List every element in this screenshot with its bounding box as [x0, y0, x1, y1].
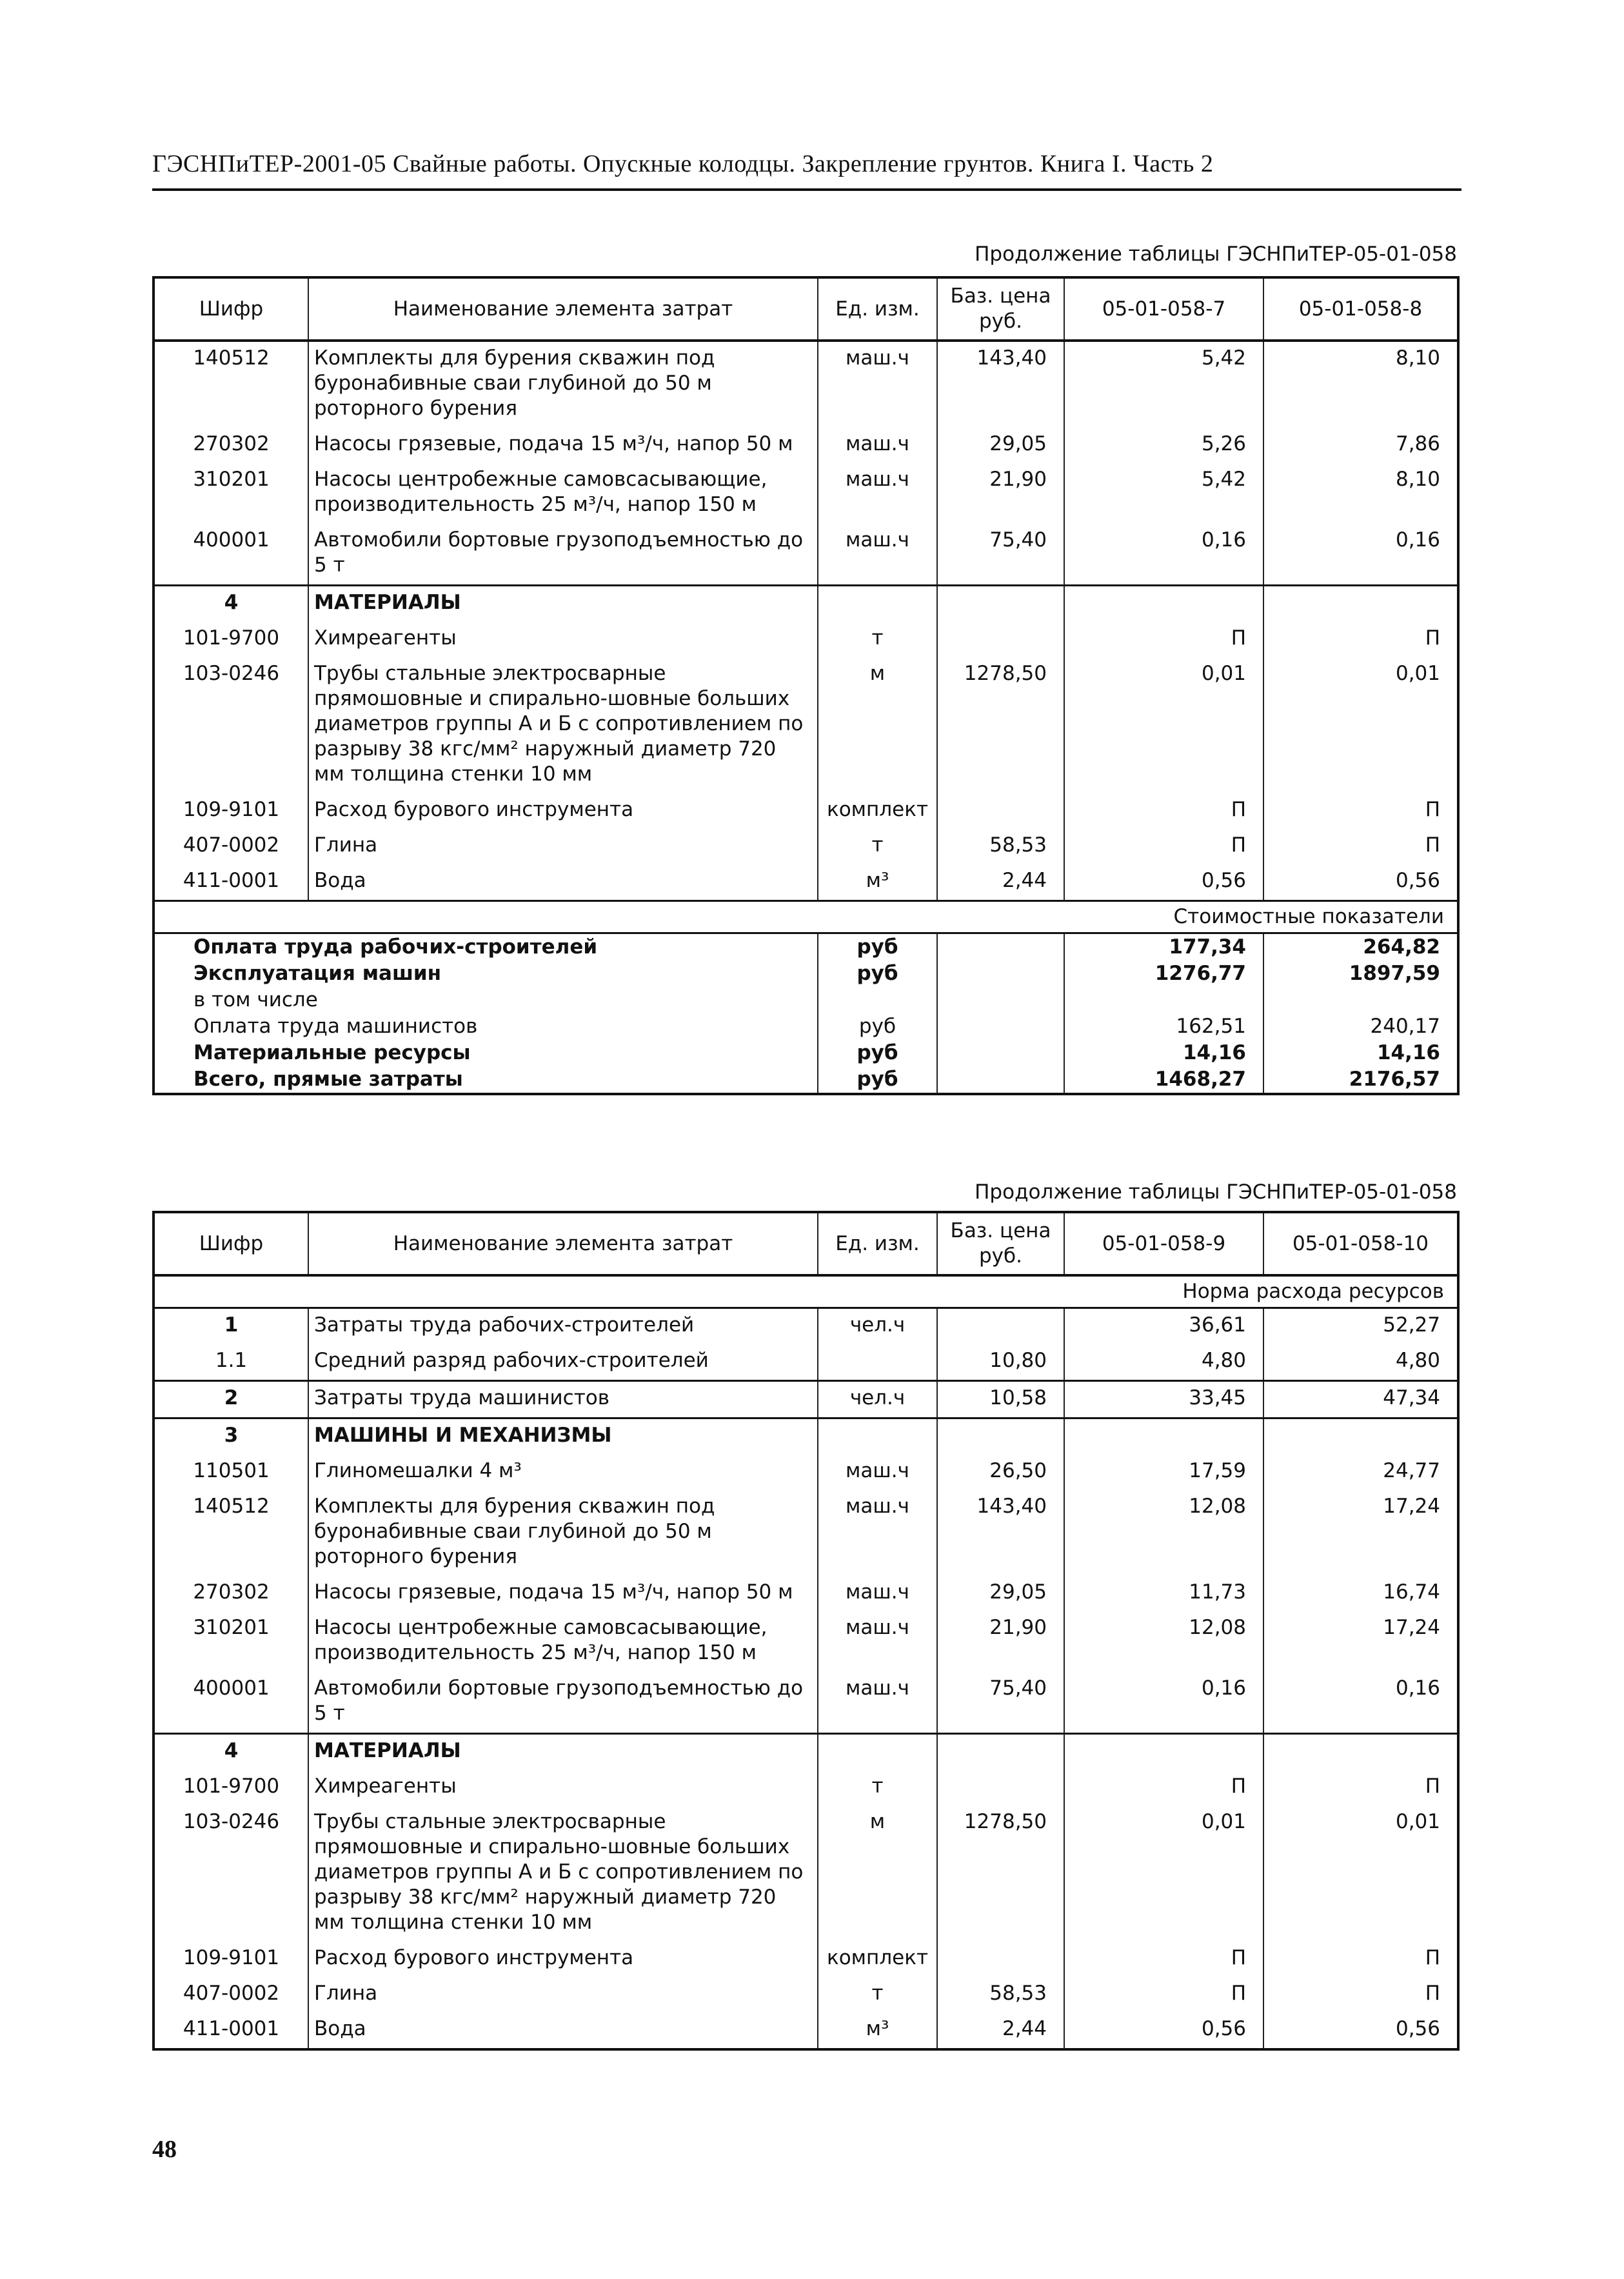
- resource-code: 400001: [153, 1672, 308, 1734]
- resource-code: 140512: [153, 1490, 308, 1576]
- resource-code: 310201: [153, 463, 308, 524]
- summary-unit: руб: [818, 933, 937, 961]
- resource-base-price: 1278,50: [937, 1806, 1064, 1942]
- resource-unit: маш.ч: [818, 463, 937, 524]
- table-row: [153, 1672, 1458, 1734]
- resource-table-1: [152, 276, 1460, 1095]
- resource-value-2: 0,16: [1263, 524, 1458, 586]
- summary-unit: руб: [818, 960, 937, 987]
- resource-name: Насосы центробежные самовсасывающие, производительность 25 м³/ч, напор 150 м: [308, 1611, 818, 1672]
- resource-name: Глина: [308, 829, 818, 864]
- page-number: 48: [152, 2136, 177, 2163]
- resource-value-2: 16,74: [1263, 1576, 1458, 1611]
- table-row: [153, 1381, 1458, 1418]
- resource-value-2: 24,77: [1263, 1455, 1458, 1490]
- resource-code: 109-9101: [153, 1942, 308, 1977]
- resource-unit: маш.ч: [818, 1455, 937, 1490]
- resource-value-2: [1263, 1734, 1458, 1771]
- section-title: Стоимостные показатели: [153, 901, 1458, 933]
- table-row: [153, 1455, 1458, 1490]
- resource-code: 411-0001: [153, 864, 308, 901]
- resource-base-price: 29,05: [937, 1576, 1064, 1611]
- cost-summary-row: [153, 1066, 1458, 1094]
- resource-code: 270302: [153, 1576, 308, 1611]
- resource-base-price: [937, 586, 1064, 622]
- resource-base-price: 58,53: [937, 1977, 1064, 2013]
- table-row: [153, 1770, 1458, 1806]
- resource-unit: маш.ч: [818, 524, 937, 586]
- resource-name: Расход бурового инструмента: [308, 1942, 818, 1977]
- resource-unit: маш.ч: [818, 1490, 937, 1576]
- resource-value-2: 8,10: [1263, 341, 1458, 428]
- header-unit: Ед. изм.: [818, 277, 937, 341]
- resource-code: 140512: [153, 341, 308, 428]
- resource-unit: м³: [818, 864, 937, 901]
- resource-value-1: 0,16: [1064, 524, 1263, 586]
- resource-base-price: 26,50: [937, 1455, 1064, 1490]
- resource-value-1: П: [1064, 1977, 1263, 2013]
- cost-summary-row: [153, 987, 1458, 1013]
- summary-label: Всего, прямые затраты: [153, 1066, 818, 1094]
- table-row: [153, 1490, 1458, 1576]
- resource-unit: [818, 1734, 937, 1771]
- resource-unit: т: [818, 1770, 937, 1806]
- resource-unit: м: [818, 657, 937, 793]
- resource-base-price: 75,40: [937, 1672, 1064, 1734]
- table-row: [153, 1576, 1458, 1611]
- running-head: ГЭСНПиТЕР-2001-05 Свайные работы. Опускные колодцы. Закрепление грунтов. Книга I. Часть 2: [152, 150, 1214, 177]
- summary-value-2: 1897,59: [1263, 960, 1458, 987]
- resource-value-2: П: [1263, 829, 1458, 864]
- cost-summary-row: [153, 1013, 1458, 1040]
- resource-base-price: 2,44: [937, 864, 1064, 901]
- resource-value-2: П: [1263, 1942, 1458, 1977]
- resource-base-price: 2,44: [937, 2013, 1064, 2049]
- resource-value-2: П: [1263, 1770, 1458, 1806]
- resource-code: 1: [153, 1308, 308, 1345]
- resource-unit: маш.ч: [818, 428, 937, 463]
- resource-value-1: 0,01: [1064, 657, 1263, 793]
- resource-name: Комплекты для бурения скважин под буронабивные сваи глубиной до 50 м роторного бурения: [308, 341, 818, 428]
- resource-base-price: 21,90: [937, 1611, 1064, 1672]
- resource-code: 270302: [153, 428, 308, 463]
- summary-label: в том числе: [153, 987, 818, 1013]
- resource-name: Насосы грязевые, подача 15 м³/ч, напор 50 м: [308, 1576, 818, 1611]
- resource-value-1: П: [1064, 793, 1263, 829]
- resource-value-1: 0,56: [1064, 864, 1263, 901]
- resource-base-price: [937, 622, 1064, 657]
- summary-price: [937, 960, 1064, 987]
- resource-code: 1.1: [153, 1344, 308, 1381]
- summary-value-1: 14,16: [1064, 1040, 1263, 1066]
- header-rule: [152, 188, 1461, 191]
- resource-base-price: 10,58: [937, 1381, 1064, 1418]
- resource-unit: чел.ч: [818, 1308, 937, 1345]
- resource-value-1: 4,80: [1064, 1344, 1263, 1381]
- resource-value-2: 0,16: [1263, 1672, 1458, 1734]
- header-unit: Ед. изм.: [818, 1212, 937, 1275]
- table-row: [153, 524, 1458, 586]
- resource-value-2: 4,80: [1263, 1344, 1458, 1381]
- header-name: Наименование элемента затрат: [308, 1212, 818, 1275]
- resource-code: 109-9101: [153, 793, 308, 829]
- resource-base-price: [937, 1418, 1064, 1455]
- summary-label: Оплата труда машинистов: [153, 1013, 818, 1040]
- resource-unit: чел.ч: [818, 1381, 937, 1418]
- resource-value-1: 0,56: [1064, 2013, 1263, 2049]
- resource-unit: м³: [818, 2013, 937, 2049]
- resource-name: МАТЕРИАЛЫ: [308, 586, 818, 622]
- resource-name: Трубы стальные электросварные прямошовные и спирально-шовные больших диаметров группы А и Б с сопротивлением по разрыву 38 кгс/мм² наружный диаметр 720 мм толщина стенки 10 мм: [308, 657, 818, 793]
- header-base-price: Баз. цена руб.: [937, 277, 1064, 341]
- resource-value-1: 36,61: [1064, 1308, 1263, 1345]
- table-header-row: [153, 277, 1458, 341]
- resource-code: 411-0001: [153, 2013, 308, 2049]
- summary-label: Материальные ресурсы: [153, 1040, 818, 1066]
- resource-base-price: 29,05: [937, 428, 1064, 463]
- summary-value-2: [1263, 987, 1458, 1013]
- resource-value-1: [1064, 1734, 1263, 1771]
- resource-name: Средний разряд рабочих-строителей: [308, 1344, 818, 1381]
- resource-value-2: [1263, 586, 1458, 622]
- resource-unit: т: [818, 829, 937, 864]
- resource-value-2: 0,56: [1263, 864, 1458, 901]
- table-row: [153, 829, 1458, 864]
- resource-value-1: 12,08: [1064, 1490, 1263, 1576]
- resource-code: 2: [153, 1381, 308, 1418]
- resource-name: Затраты труда рабочих-строителей: [308, 1308, 818, 1345]
- resource-value-1: 0,16: [1064, 1672, 1263, 1734]
- summary-value-1: 177,34: [1064, 933, 1263, 961]
- header-base-price: Баз. цена руб.: [937, 1212, 1064, 1275]
- table-row: [153, 622, 1458, 657]
- resource-name: Глиномешалки 4 м³: [308, 1455, 818, 1490]
- resource-unit: т: [818, 1977, 937, 2013]
- resource-code: 310201: [153, 1611, 308, 1672]
- resource-name: МАШИНЫ И МЕХАНИЗМЫ: [308, 1418, 818, 1455]
- resource-unit: маш.ч: [818, 1611, 937, 1672]
- resource-value-2: 0,01: [1263, 1806, 1458, 1942]
- resource-code: 400001: [153, 524, 308, 586]
- summary-label: Оплата труда рабочих-строителей: [153, 933, 818, 961]
- table-row: [153, 793, 1458, 829]
- resource-value-1: П: [1064, 1942, 1263, 1977]
- table-row: [153, 341, 1458, 428]
- resource-base-price: 143,40: [937, 341, 1064, 428]
- resource-value-1: П: [1064, 1770, 1263, 1806]
- section-title: Норма расхода ресурсов: [153, 1275, 1458, 1308]
- section-title-row: [153, 1275, 1458, 1308]
- table-row: [153, 463, 1458, 524]
- resource-name: Автомобили бортовые грузоподъемностью до 5 т: [308, 1672, 818, 1734]
- resource-base-price: [937, 793, 1064, 829]
- resource-code: 110501: [153, 1455, 308, 1490]
- cost-summary-row: [153, 1040, 1458, 1066]
- table-row: [153, 1734, 1458, 1771]
- resource-base-price: [937, 1942, 1064, 1977]
- resource-value-2: П: [1263, 1977, 1458, 2013]
- resource-unit: комплект: [818, 793, 937, 829]
- table-row: [153, 1418, 1458, 1455]
- summary-value-1: 1276,77: [1064, 960, 1263, 987]
- resource-value-2: 47,34: [1263, 1381, 1458, 1418]
- resource-base-price: [937, 1734, 1064, 1771]
- resource-name: Автомобили бортовые грузоподъемностью до 5 т: [308, 524, 818, 586]
- table-caption: Продолжение таблицы ГЭСНПиТЕР-05-01-058: [975, 243, 1457, 266]
- table-row: [153, 2013, 1458, 2049]
- resource-unit: [818, 1418, 937, 1455]
- summary-value-2: 2176,57: [1263, 1066, 1458, 1094]
- header-rate-1: 05-01-058-9: [1064, 1212, 1263, 1275]
- resource-value-1: 5,42: [1064, 463, 1263, 524]
- resource-name: Вода: [308, 864, 818, 901]
- resource-value-2: 7,86: [1263, 428, 1458, 463]
- table-row: [153, 586, 1458, 622]
- summary-price: [937, 933, 1064, 961]
- resource-name: МАТЕРИАЛЫ: [308, 1734, 818, 1771]
- summary-price: [937, 987, 1064, 1013]
- resource-value-2: 17,24: [1263, 1611, 1458, 1672]
- section-title-row: [153, 901, 1458, 933]
- resource-code: 407-0002: [153, 1977, 308, 2013]
- header-code: Шифр: [153, 1212, 308, 1275]
- resource-unit: [818, 1344, 937, 1381]
- resource-name: Затраты труда машинистов: [308, 1381, 818, 1418]
- table-row: [153, 1344, 1458, 1381]
- resource-value-2: 52,27: [1263, 1308, 1458, 1345]
- resource-base-price: 143,40: [937, 1490, 1064, 1576]
- table-row: [153, 1977, 1458, 2013]
- resource-value-1: [1064, 586, 1263, 622]
- table-row: [153, 1942, 1458, 1977]
- resource-unit: маш.ч: [818, 1672, 937, 1734]
- resource-code: 103-0246: [153, 1806, 308, 1942]
- summary-price: [937, 1066, 1064, 1094]
- resource-unit: т: [818, 622, 937, 657]
- resource-code: 4: [153, 1734, 308, 1771]
- table-row: [153, 1611, 1458, 1672]
- summary-price: [937, 1013, 1064, 1040]
- resource-code: 103-0246: [153, 657, 308, 793]
- resource-unit: м: [818, 1806, 937, 1942]
- resource-value-2: 0,56: [1263, 2013, 1458, 2049]
- summary-unit: руб: [818, 1040, 937, 1066]
- header-name: Наименование элемента затрат: [308, 277, 818, 341]
- resource-name: Вода: [308, 2013, 818, 2049]
- resource-unit: маш.ч: [818, 341, 937, 428]
- resource-code: 407-0002: [153, 829, 308, 864]
- resource-value-2: 8,10: [1263, 463, 1458, 524]
- summary-value-2: 264,82: [1263, 933, 1458, 961]
- resource-value-1: 12,08: [1064, 1611, 1263, 1672]
- table-caption: Продолжение таблицы ГЭСНПиТЕР-05-01-058: [975, 1180, 1457, 1204]
- resource-name: Трубы стальные электросварные прямошовные и спирально-шовные больших диаметров группы А и Б с сопротивлением по разрыву 38 кгс/мм² наружный диаметр 720 мм толщина стенки 10 мм: [308, 1806, 818, 1942]
- header-rate-2: 05-01-058-10: [1263, 1212, 1458, 1275]
- summary-label: Эксплуатация машин: [153, 960, 818, 987]
- resource-unit: маш.ч: [818, 1576, 937, 1611]
- resource-unit: комплект: [818, 1942, 937, 1977]
- resource-base-price: [937, 1770, 1064, 1806]
- summary-value-1: 162,51: [1064, 1013, 1263, 1040]
- resource-code: 4: [153, 586, 308, 622]
- resource-code: 101-9700: [153, 622, 308, 657]
- resource-name: Насосы центробежные самовсасывающие, производительность 25 м³/ч, напор 150 м: [308, 463, 818, 524]
- resource-value-2: 17,24: [1263, 1490, 1458, 1576]
- resource-table-2: [152, 1211, 1460, 2051]
- resource-base-price: 1278,50: [937, 657, 1064, 793]
- resource-value-1: 17,59: [1064, 1455, 1263, 1490]
- table-header-row: [153, 1212, 1458, 1275]
- resource-value-1: 5,42: [1064, 341, 1263, 428]
- resource-name: Химреагенты: [308, 1770, 818, 1806]
- resource-code: 3: [153, 1418, 308, 1455]
- resource-value-2: П: [1263, 622, 1458, 657]
- resource-code: 101-9700: [153, 1770, 308, 1806]
- summary-unit: руб: [818, 1066, 937, 1094]
- resource-value-1: 11,73: [1064, 1576, 1263, 1611]
- resource-name: Расход бурового инструмента: [308, 793, 818, 829]
- resource-value-1: 33,45: [1064, 1381, 1263, 1418]
- summary-unit: руб: [818, 1013, 937, 1040]
- resource-value-2: 0,01: [1263, 657, 1458, 793]
- resource-base-price: [937, 1308, 1064, 1345]
- resource-base-price: 10,80: [937, 1344, 1064, 1381]
- table-row: [153, 1806, 1458, 1942]
- table-row: [153, 657, 1458, 793]
- resource-value-2: [1263, 1418, 1458, 1455]
- resource-base-price: 58,53: [937, 829, 1064, 864]
- resource-base-price: 75,40: [937, 524, 1064, 586]
- table-row: [153, 1308, 1458, 1345]
- summary-price: [937, 1040, 1064, 1066]
- resource-name: Глина: [308, 1977, 818, 2013]
- resource-name: Комплекты для бурения скважин под буронабивные сваи глубиной до 50 м роторного бурения: [308, 1490, 818, 1576]
- summary-value-2: 240,17: [1263, 1013, 1458, 1040]
- resource-value-1: [1064, 1418, 1263, 1455]
- resource-value-1: П: [1064, 829, 1263, 864]
- summary-value-2: 14,16: [1263, 1040, 1458, 1066]
- header-rate-1: 05-01-058-7: [1064, 277, 1263, 341]
- summary-unit: [818, 987, 937, 1013]
- header-rate-2: 05-01-058-8: [1263, 277, 1458, 341]
- header-code: Шифр: [153, 277, 308, 341]
- resource-value-1: 5,26: [1064, 428, 1263, 463]
- table-row: [153, 428, 1458, 463]
- resource-value-2: П: [1263, 793, 1458, 829]
- resource-base-price: 21,90: [937, 463, 1064, 524]
- resource-unit: [818, 586, 937, 622]
- resource-value-1: 0,01: [1064, 1806, 1263, 1942]
- cost-summary-row: [153, 933, 1458, 961]
- resource-value-1: П: [1064, 622, 1263, 657]
- table-row: [153, 864, 1458, 901]
- resource-name: Химреагенты: [308, 622, 818, 657]
- cost-summary-row: [153, 960, 1458, 987]
- summary-value-1: 1468,27: [1064, 1066, 1263, 1094]
- resource-name: Насосы грязевые, подача 15 м³/ч, напор 50 м: [308, 428, 818, 463]
- summary-value-1: [1064, 987, 1263, 1013]
